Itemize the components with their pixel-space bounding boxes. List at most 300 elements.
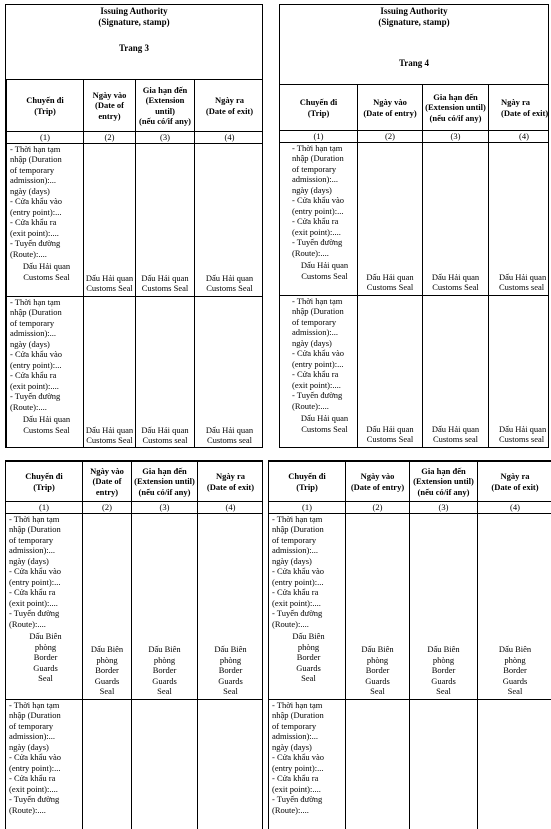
col-number: (3) bbox=[132, 502, 198, 514]
trip-detail-line: (exit point):.... bbox=[272, 783, 321, 794]
trip-detail-line: - Tuyến đường bbox=[9, 608, 60, 618]
issuing-authority-label: Issuing Authority bbox=[100, 6, 168, 16]
trip-detail-line: admission):... bbox=[9, 545, 56, 555]
trip-detail-line: of temporary bbox=[10, 164, 55, 175]
trip-detail-line: admission):... bbox=[10, 328, 57, 338]
trip-detail-line: - Cửa khẩu vào bbox=[272, 566, 325, 576]
border-seal bbox=[9, 631, 82, 684]
col-exit-en: (Date of exit) bbox=[501, 107, 549, 118]
border-seal bbox=[198, 644, 263, 697]
customs-seal-vn: Dấu Hải quan bbox=[22, 414, 71, 424]
trip-detail-line: - Cửa khẩu ra bbox=[10, 217, 57, 227]
customs-seal-vn: Dấu Hải quan bbox=[431, 423, 480, 434]
border-seal-line: Border bbox=[365, 665, 390, 675]
border-seal-line: Guards bbox=[296, 662, 321, 673]
trip-detail-line: admission):... bbox=[9, 731, 56, 741]
col-entry-header bbox=[84, 80, 136, 132]
col-exit-en: (Date of exit) bbox=[491, 481, 539, 492]
col-entry-label: Ngày vào bbox=[92, 89, 127, 100]
customs-seal-vn: Dấu Hải quan bbox=[366, 271, 414, 282]
col-ext-en: (Extension until) bbox=[134, 476, 195, 487]
border-seal-line: Border bbox=[33, 652, 58, 662]
trip-detail-line: (entry point):... bbox=[9, 576, 61, 587]
border-seal-line: Guards bbox=[152, 675, 177, 686]
col-number: (3) bbox=[136, 132, 195, 144]
entry-seal-cell bbox=[358, 142, 423, 295]
trip-detail-line: (Route):.... bbox=[9, 804, 46, 815]
customs-seal-vn: Dấu Hải quan bbox=[141, 424, 189, 435]
col-trip-en: (Trip) bbox=[307, 107, 330, 118]
trip-detail-line: (entry point):... bbox=[292, 205, 344, 216]
border-seal-line: phòng bbox=[432, 654, 455, 665]
entry-seal-cell bbox=[83, 699, 132, 829]
border-seal-line: phòng bbox=[34, 641, 57, 652]
trip-detail-line: of temporary bbox=[292, 316, 337, 327]
trip-detail-line: ngày (days) bbox=[10, 185, 50, 196]
col-exit-header bbox=[478, 462, 551, 502]
trip-detail-line: (entry point):... bbox=[272, 762, 324, 773]
col-ext-note: (nếu có/if any) bbox=[417, 486, 470, 497]
border-seal-line: Seal bbox=[370, 686, 385, 696]
trip-details bbox=[10, 297, 83, 413]
exit-seal-cell bbox=[478, 699, 551, 829]
col-exit-label: Ngày ra bbox=[214, 95, 245, 105]
issuing-authority-header bbox=[280, 6, 548, 28]
customs-seal-vn: Dấu Hải quan bbox=[85, 424, 134, 435]
customs-seal-en: Customs seal bbox=[499, 282, 545, 292]
trip-detail-line: (Route):.... bbox=[272, 804, 309, 815]
border-seal bbox=[83, 644, 131, 697]
border-seal-line: Guards bbox=[365, 675, 390, 686]
col-exit-en: (Date of exit) bbox=[205, 105, 254, 116]
ext-seal-cell bbox=[410, 513, 478, 699]
trip-detail-line: - Tuyến đường bbox=[292, 390, 343, 400]
border-seal-line: Dấu Biên bbox=[90, 644, 124, 654]
border-seal-line: Border bbox=[296, 652, 321, 662]
border-seal-line: Seal bbox=[507, 686, 523, 696]
border-seal-line: Guards bbox=[502, 675, 528, 686]
customs-seal-vn: Dấu Hải quan bbox=[300, 260, 349, 270]
border-seal bbox=[478, 644, 551, 697]
trip-detail-line: - Cửa khẩu vào bbox=[10, 196, 63, 206]
exit-seal-cell bbox=[198, 699, 264, 829]
col-trip-label: Chuyến đi bbox=[299, 97, 338, 107]
trip-detail-line: - Cửa khẩu vào bbox=[9, 566, 62, 576]
trip-detail-line: - Thời hạn tạm bbox=[10, 143, 61, 154]
border-seal-line: phòng bbox=[96, 654, 118, 665]
col-number: (1) bbox=[269, 502, 346, 514]
border-seal bbox=[272, 631, 345, 684]
border-seal-line: Seal bbox=[301, 673, 316, 683]
customs-seal-en: Customs Seal bbox=[432, 282, 479, 292]
trip-detail-line: ngày (days) bbox=[292, 337, 332, 348]
border-seal-line: Guards bbox=[431, 675, 456, 686]
border-seal-line: phòng bbox=[504, 654, 526, 665]
customs-seal-vn: Dấu Hải quan bbox=[85, 272, 134, 283]
trip-detail-line: ngày (days) bbox=[292, 184, 332, 195]
col-number: (1) bbox=[7, 132, 84, 144]
border-seal-line: Dấu Biên bbox=[214, 644, 247, 654]
trip-details-cell bbox=[7, 296, 84, 448]
page-5-panel bbox=[5, 460, 263, 829]
border-seal-line: Border bbox=[152, 665, 177, 675]
trip-table bbox=[268, 461, 551, 829]
trip-detail-line: - Cửa khẩu ra bbox=[9, 587, 56, 597]
customs-seal-en: Customs Seal bbox=[206, 283, 253, 293]
table-row bbox=[269, 699, 551, 829]
trip-detail-line: - Cửa khẩu ra bbox=[292, 369, 339, 379]
col-entry-en: (Date of entry) bbox=[363, 107, 417, 118]
col-number: (2) bbox=[84, 132, 136, 144]
trip-table bbox=[6, 79, 263, 448]
trip-detail-line: nhập (Duration bbox=[10, 154, 62, 164]
customs-seal-vn: Dấu Hải quan bbox=[499, 423, 547, 434]
trip-detail-line: (Route):.... bbox=[272, 618, 309, 629]
trip-detail-line: of temporary bbox=[272, 534, 317, 545]
page-number: Trang 4 bbox=[398, 58, 430, 68]
col-number: (4) bbox=[478, 502, 551, 514]
trip-detail-line: - Tuyến đường bbox=[272, 608, 323, 618]
trip-details bbox=[272, 700, 345, 816]
customs-seal-en: Customs Seal bbox=[23, 424, 70, 435]
border-seal bbox=[132, 644, 197, 697]
col-trip-label: Chuyến đi bbox=[26, 95, 64, 105]
trip-detail-line: - Cửa khẩu vào bbox=[272, 752, 325, 762]
ext-seal-cell bbox=[423, 142, 489, 295]
trip-detail-line: of temporary bbox=[10, 317, 55, 328]
border-seal-line: Seal bbox=[157, 686, 172, 696]
border-seal-line: Border bbox=[503, 665, 527, 675]
trip-detail-line: (Route):.... bbox=[292, 247, 329, 258]
page-number: Trang 3 bbox=[118, 43, 150, 53]
signature-stamp-label: (Signature, stamp) bbox=[98, 17, 170, 27]
trip-detail-line: (Route):.... bbox=[10, 401, 47, 412]
page-3-panel bbox=[5, 4, 263, 448]
trip-detail-line: nhập (Duration bbox=[272, 524, 324, 534]
border-seal-line: Seal bbox=[99, 686, 115, 696]
col-exit-header bbox=[489, 85, 550, 131]
col-number: (2) bbox=[83, 502, 132, 514]
border-seal-line: Dấu Biên bbox=[292, 631, 325, 641]
col-exit-header bbox=[195, 80, 264, 132]
signature-stamp-label: (Signature, stamp) bbox=[378, 17, 450, 27]
trip-detail-line: - Cửa khẩu vào bbox=[10, 349, 63, 359]
table-row bbox=[6, 699, 264, 829]
issuing-authority-header bbox=[6, 6, 262, 28]
col-number: (3) bbox=[423, 131, 489, 143]
trip-detail-line: admission):... bbox=[10, 175, 57, 185]
col-number: (4) bbox=[489, 131, 550, 143]
trip-detail-line: (entry point):... bbox=[10, 359, 62, 370]
col-entry-header bbox=[346, 462, 410, 502]
col-entry-en: (Date of entry) bbox=[94, 100, 125, 121]
trip-detail-line: admission):... bbox=[272, 731, 319, 741]
table-row bbox=[7, 296, 264, 448]
col-entry-label: Ngày vào bbox=[373, 97, 407, 107]
trip-detail-line: of temporary bbox=[292, 163, 337, 174]
border-seal-line: Dấu Biên bbox=[148, 644, 181, 654]
exit-seal-cell bbox=[195, 143, 264, 296]
trip-details bbox=[292, 296, 357, 412]
exit-seal-cell bbox=[195, 296, 264, 448]
customs-seal-en: Customs seal bbox=[499, 434, 545, 444]
trip-detail-line: - Cửa khẩu ra bbox=[9, 773, 56, 783]
col-trip-header bbox=[7, 80, 84, 132]
table-row bbox=[7, 143, 264, 296]
col-number: (2) bbox=[358, 131, 423, 143]
ext-seal-cell bbox=[136, 296, 195, 448]
col-entry-en: (Date of entry) bbox=[92, 476, 122, 497]
col-entry-en: (Date of entry) bbox=[350, 481, 405, 492]
trip-detail-line: (exit point):.... bbox=[9, 783, 58, 794]
col-number: (4) bbox=[198, 502, 264, 514]
exit-seal-cell bbox=[489, 142, 550, 295]
table-row bbox=[280, 142, 550, 295]
col-exit-label: Ngày ra bbox=[501, 97, 531, 107]
border-seal-line: Guards bbox=[94, 675, 120, 686]
ext-seal-cell bbox=[136, 143, 195, 296]
col-number: (2) bbox=[346, 502, 410, 514]
border-seal-line: Border bbox=[95, 665, 119, 675]
col-exit-header bbox=[198, 462, 264, 502]
entry-seal-cell bbox=[83, 513, 132, 699]
col-number: (1) bbox=[6, 502, 83, 514]
trip-detail-line: (entry point):... bbox=[272, 576, 324, 587]
col-number: (4) bbox=[195, 132, 264, 144]
col-number: (1) bbox=[280, 131, 358, 143]
trip-detail-line: - Cửa khẩu vào bbox=[292, 195, 345, 205]
customs-seal-en: Customs Seal bbox=[86, 435, 133, 445]
trip-detail-line: (entry point):... bbox=[10, 206, 62, 217]
ext-seal-cell bbox=[423, 295, 489, 447]
trip-detail-line: - Cửa khẩu ra bbox=[10, 370, 57, 380]
col-trip-header bbox=[269, 462, 346, 502]
trip-details bbox=[9, 700, 82, 816]
trip-detail-line: - Thời hạn tạm bbox=[292, 295, 343, 306]
customs-seal-vn: Dấu Hải quan bbox=[431, 271, 480, 282]
border-seal-line: phòng bbox=[153, 654, 176, 665]
customs-seal-en: Customs Seal bbox=[301, 423, 348, 434]
trip-detail-line: - Thời hạn tạm bbox=[9, 513, 60, 524]
customs-seal-vn: Dấu Hải quan bbox=[366, 423, 414, 434]
trip-detail-line: (Route):.... bbox=[292, 400, 329, 411]
trip-details bbox=[9, 514, 82, 630]
exit-seal-cell bbox=[489, 295, 550, 447]
customs-seal-en: Customs Seal bbox=[366, 434, 414, 444]
customs-seal-en: Customs seal bbox=[142, 435, 188, 445]
col-exit-label: Ngày ra bbox=[500, 471, 530, 481]
customs-seal-en: Customs Seal bbox=[301, 270, 348, 281]
trip-detail-line: - Thời hạn tạm bbox=[10, 296, 61, 307]
col-ext-header bbox=[132, 462, 198, 502]
border-seal-line: Border bbox=[218, 665, 243, 675]
border-seal-line: Seal bbox=[38, 673, 53, 683]
trip-detail-line: ngày (days) bbox=[9, 555, 49, 566]
trip-detail-line: - Tuyến đường bbox=[272, 794, 323, 804]
entry-seal-cell bbox=[346, 513, 410, 699]
border-seal-line: phòng bbox=[366, 654, 389, 665]
customs-seal-vn: Dấu Hải quan bbox=[205, 424, 254, 435]
trip-detail-line: (exit point):.... bbox=[272, 597, 321, 608]
col-ext-label: Gia hạn đến bbox=[142, 84, 188, 95]
trip-detail-line: - Cửa khẩu ra bbox=[272, 587, 319, 597]
col-ext-label: Gia hạn đến bbox=[421, 465, 466, 476]
trip-details-cell bbox=[269, 699, 346, 829]
trip-detail-line: ngày (days) bbox=[10, 338, 50, 349]
col-trip-label: Chuyến đi bbox=[25, 471, 63, 481]
customs-seal-en: Customs seal bbox=[432, 434, 479, 444]
col-trip-en: (Trip) bbox=[34, 105, 56, 116]
col-ext-en: (Extension until) bbox=[425, 102, 486, 113]
trip-detail-line: nhập (Duration bbox=[272, 710, 324, 720]
table-row bbox=[6, 513, 264, 699]
trip-detail-line: ngày (days) bbox=[9, 741, 49, 752]
col-ext-header bbox=[410, 462, 478, 502]
border-seal-line: Guards bbox=[33, 662, 58, 673]
trip-table bbox=[279, 84, 549, 448]
col-trip-label: Chuyến đi bbox=[288, 471, 326, 481]
trip-detail-line: - Thời hạn tạm bbox=[272, 699, 323, 710]
entry-seal-cell bbox=[358, 295, 423, 447]
trip-details-cell bbox=[269, 513, 346, 699]
col-entry-label: Ngày vào bbox=[90, 465, 124, 476]
trip-detail-line: (Route):.... bbox=[10, 248, 47, 259]
trip-detail-line: (entry point):... bbox=[9, 762, 61, 773]
border-seal-line: Border bbox=[431, 665, 456, 675]
border-seal-line: phòng bbox=[219, 654, 242, 665]
trip-detail-line: - Tuyến đường bbox=[10, 391, 61, 401]
col-entry-header bbox=[358, 85, 423, 131]
border-seal-line: Seal bbox=[436, 686, 451, 696]
trip-detail-line: (entry point):... bbox=[292, 358, 344, 369]
customs-seal-en: Customs Seal bbox=[23, 271, 70, 282]
trip-details-cell bbox=[6, 513, 83, 699]
col-number: (3) bbox=[410, 502, 478, 514]
col-ext-note: (nếu có/if any) bbox=[139, 116, 191, 126]
trip-detail-line: of temporary bbox=[9, 534, 54, 545]
col-exit-label: Ngày ra bbox=[215, 471, 246, 481]
customs-seal-vn: Dấu Hải quan bbox=[22, 261, 71, 271]
border-seal-line: phòng bbox=[297, 641, 320, 652]
ext-seal-cell bbox=[410, 699, 478, 829]
col-trip-en: (Trip) bbox=[33, 481, 55, 492]
trip-detail-line: (Route):.... bbox=[9, 618, 46, 629]
trip-detail-line: - Tuyến đường bbox=[292, 237, 343, 247]
entry-seal-cell bbox=[84, 296, 136, 448]
trip-detail-line: - Cửa khẩu vào bbox=[9, 752, 62, 762]
exit-seal-cell bbox=[198, 513, 264, 699]
trip-detail-line: (exit point):.... bbox=[292, 226, 341, 237]
trip-details-cell bbox=[280, 295, 358, 447]
trip-details bbox=[10, 144, 83, 260]
border-seal-line: Dấu Biên bbox=[29, 631, 62, 641]
border-seal bbox=[410, 644, 477, 697]
trip-detail-line: - Tuyến đường bbox=[10, 238, 61, 248]
trip-detail-line: (exit point):.... bbox=[292, 379, 341, 390]
trip-detail-line: of temporary bbox=[9, 720, 54, 731]
customs-seal-en: Customs Seal bbox=[141, 283, 189, 293]
col-exit-en: (Date of exit) bbox=[206, 481, 255, 492]
border-seal-line: Seal bbox=[223, 686, 238, 696]
trip-detail-line: - Thời hạn tạm bbox=[292, 142, 343, 153]
col-ext-header bbox=[136, 80, 195, 132]
ext-seal-cell bbox=[132, 699, 198, 829]
trip-detail-line: - Thời hạn tạm bbox=[9, 699, 60, 710]
col-trip-en: (Trip) bbox=[296, 481, 318, 492]
trip-details-cell bbox=[6, 699, 83, 829]
trip-detail-line: nhập (Duration bbox=[292, 153, 344, 163]
border-seal bbox=[346, 644, 409, 697]
trip-detail-line: admission):... bbox=[272, 545, 319, 555]
trip-details-cell bbox=[7, 143, 84, 296]
col-ext-en: (Extension until) bbox=[145, 95, 185, 116]
trip-detail-line: ngày (days) bbox=[272, 555, 312, 566]
trip-detail-line: of temporary bbox=[272, 720, 317, 731]
trip-detail-line: nhập (Duration bbox=[9, 710, 61, 720]
trip-detail-line: - Thời hạn tạm bbox=[272, 513, 323, 524]
trip-detail-line: nhập (Duration bbox=[292, 306, 344, 316]
customs-seal-vn: Dấu Hải quan bbox=[205, 272, 254, 283]
entry-seal-cell bbox=[84, 143, 136, 296]
customs-seal-en: Customs seal bbox=[206, 435, 253, 445]
border-seal-line: Dấu Biên bbox=[361, 644, 394, 654]
col-trip-header bbox=[280, 85, 358, 131]
trip-table bbox=[5, 461, 263, 829]
trip-detail-line: - Tuyến đường bbox=[9, 794, 60, 804]
trip-detail-line: admission):... bbox=[292, 174, 339, 184]
entry-seal-cell bbox=[346, 699, 410, 829]
col-ext-note: (nếu có/if any) bbox=[138, 486, 191, 497]
trip-detail-line: ngày (days) bbox=[272, 741, 312, 752]
trip-detail-line: (exit point):.... bbox=[10, 380, 59, 391]
trip-detail-line: nhập (Duration bbox=[9, 524, 61, 534]
col-ext-header bbox=[423, 85, 489, 131]
trip-detail-line: - Cửa khẩu ra bbox=[292, 216, 339, 226]
trip-detail-line: nhập (Duration bbox=[10, 307, 62, 317]
col-ext-note: (nếu có/if any) bbox=[429, 112, 482, 123]
col-ext-label: Gia hạn đến bbox=[142, 465, 187, 476]
border-seal-line: Dấu Biên bbox=[498, 644, 532, 654]
page-6-panel bbox=[268, 460, 551, 829]
col-ext-en: (Extension until) bbox=[413, 476, 474, 487]
customs-seal-vn: Dấu Hải quan bbox=[141, 272, 189, 283]
issuing-authority-label: Issuing Authority bbox=[380, 6, 448, 16]
border-seal-line: Dấu Biên bbox=[427, 644, 460, 654]
ext-seal-cell bbox=[132, 513, 198, 699]
customs-seal-en: Customs Seal bbox=[366, 282, 414, 292]
customs-seal-vn: Dấu Hải quan bbox=[300, 413, 349, 423]
col-entry-header bbox=[83, 462, 132, 502]
customs-seal-en: Customs Seal bbox=[86, 283, 133, 293]
trip-details-cell bbox=[280, 142, 358, 295]
trip-detail-line: (exit point):.... bbox=[10, 227, 59, 238]
table-row bbox=[269, 513, 551, 699]
table-row bbox=[280, 295, 550, 447]
exit-seal-cell bbox=[478, 513, 551, 699]
trip-detail-line: admission):... bbox=[292, 327, 339, 337]
trip-detail-line: (exit point):.... bbox=[9, 597, 58, 608]
col-ext-label: Gia hạn đến bbox=[433, 91, 478, 102]
customs-seal-vn: Dấu Hải quan bbox=[499, 271, 547, 282]
border-seal-line: Guards bbox=[218, 675, 243, 686]
trip-detail-line: - Cửa khẩu ra bbox=[272, 773, 319, 783]
trip-detail-line: - Cửa khẩu vào bbox=[292, 348, 345, 358]
col-trip-header bbox=[6, 462, 83, 502]
trip-details bbox=[292, 143, 357, 259]
page-4-panel bbox=[279, 4, 549, 448]
col-entry-label: Ngày vào bbox=[360, 471, 395, 481]
trip-details bbox=[272, 514, 345, 630]
